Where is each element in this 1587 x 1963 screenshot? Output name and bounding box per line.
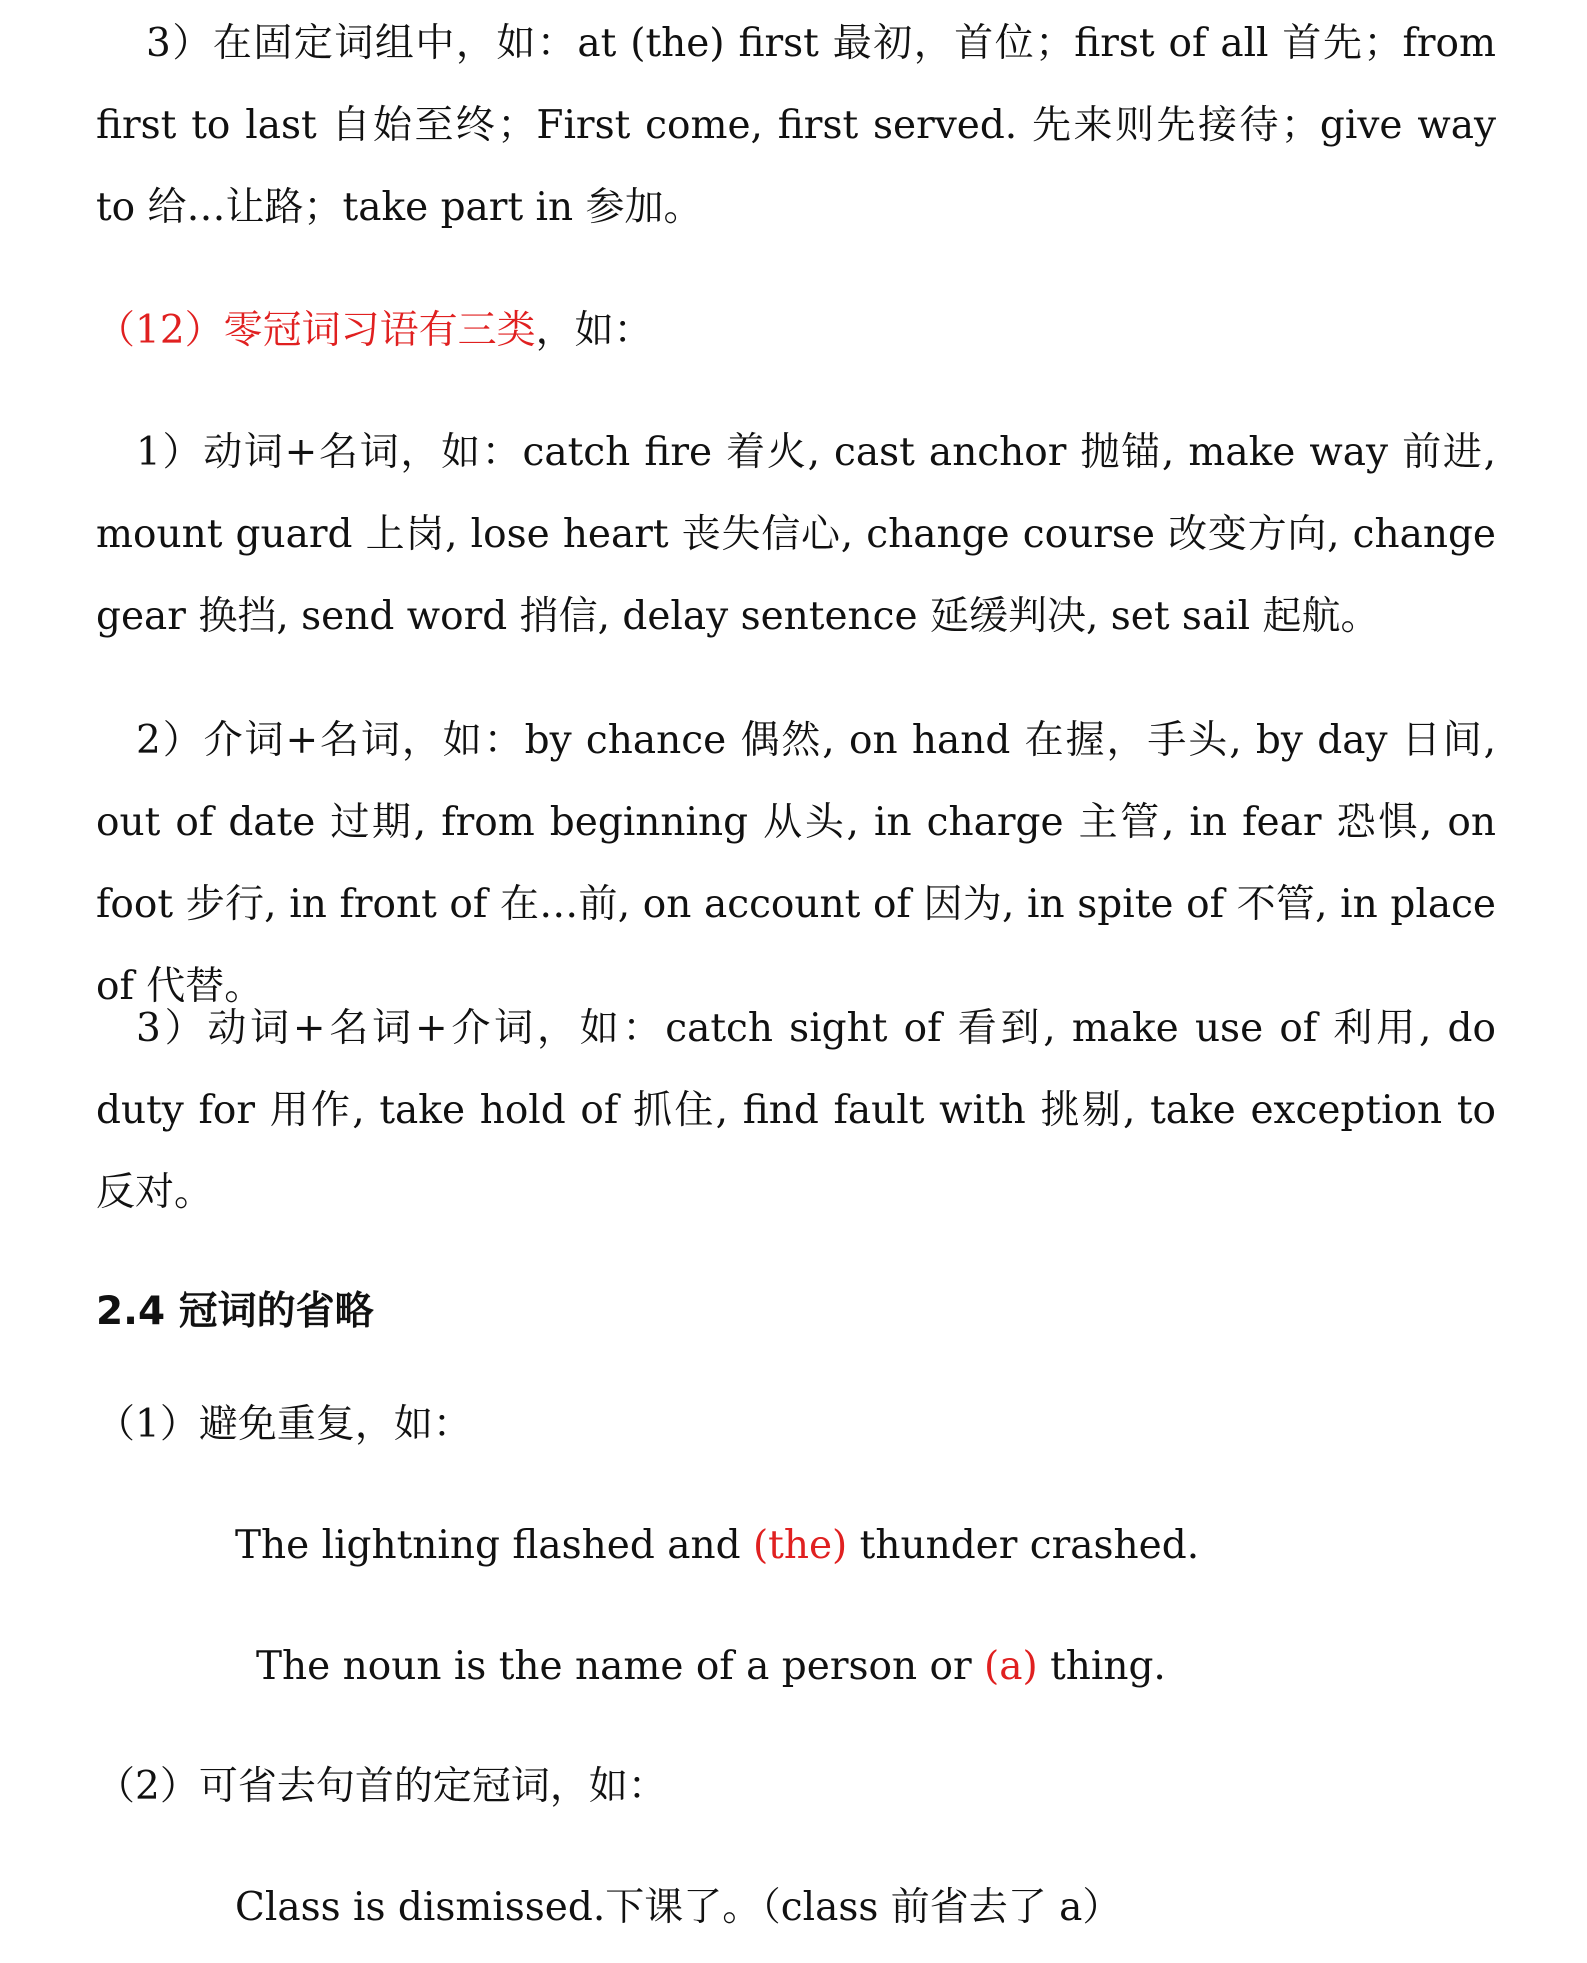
example-1-text-b: thunder crashed. [847, 1523, 1200, 1568]
omission-item-2-label: （2）可省去句首的定冠词，如： [96, 1764, 667, 1809]
verb-noun-prep-paragraph: 3）动词+名词+介词，如：catch sight of 看到, make use of 利用, do duty for 用作, take hold of 抓住, find fault with 挑剔, take exception to 反对。 [96, 1006, 1496, 1215]
example-2-text-b: thing. [1037, 1644, 1166, 1689]
zero-article-title-suffix: ，如： [535, 308, 653, 353]
example-1-text-a: The lightning flashed and [235, 1523, 753, 1568]
verb-noun-paragraph: 1）动词+名词，如：catch fire 着火, cast anchor 抛锚, make way 前进, mount guard 上岗, lose heart 丧失信心, change course 改变方向, change gear 换挡, send word 捎信, delay sentence 延缓判决, set sail 起航。 [96, 430, 1496, 639]
prep-noun-paragraph: 2）介词+名词，如：by chance 偶然, on hand 在握，手头, by day 日间, out of date 过期, from beginning 从头, in charge 主管, in fear 恐惧, on foot 步行, in front of 在…前, on account of 因为, in spite of 不管, in place of 代替。 [96, 718, 1496, 1009]
omission-item-1-label: （1）避免重复，如： [96, 1402, 472, 1447]
example-1-omitted-article: (the) [752, 1523, 848, 1568]
example-sentence-3: Class is dismissed.下课了。（class 前省去了 a） [235, 1885, 1122, 1930]
example-sentence-2 [256, 1642, 1166, 1692]
fixed-phrases-paragraph: 3）在固定词组中，如：at (the) first 最初，首位；first of all 首先；from first to last 自始至终；First come, first served. 先来则先接待；give way to 给…让路；take part in 参加。 [96, 21, 1496, 230]
example-2-omitted-article: (a) [984, 1644, 1038, 1689]
example-2-text-a: The noun is the name of a person or [256, 1644, 984, 1689]
zero-article-title [96, 306, 653, 356]
zero-article-title-red: （12）零冠词习语有三类 [96, 308, 536, 353]
section-heading: 2.4 冠词的省略 [96, 1289, 374, 1334]
example-sentence-1 [235, 1521, 1199, 1571]
